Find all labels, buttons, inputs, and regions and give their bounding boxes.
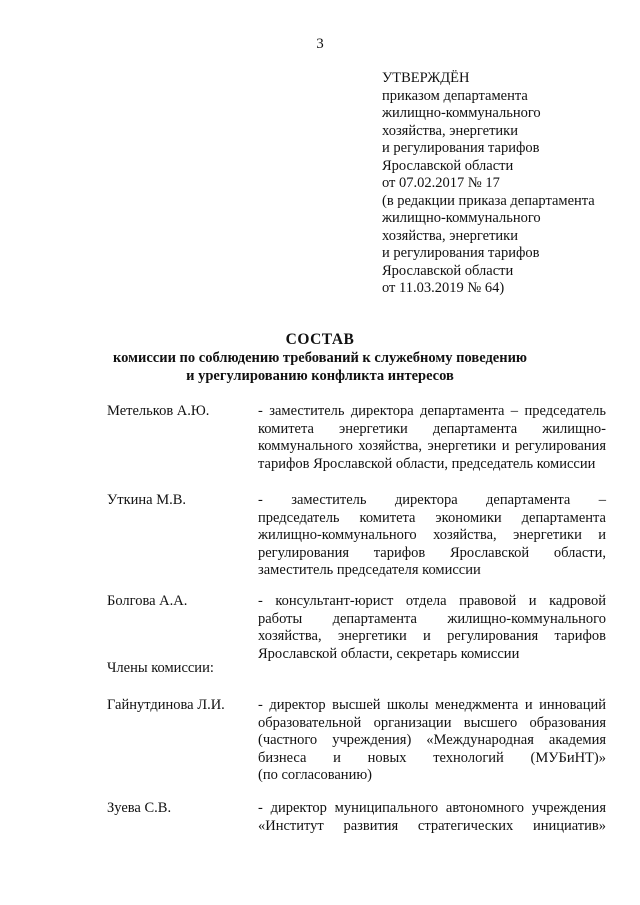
- member-name: Болгова А.А.: [107, 593, 188, 609]
- duties-line: - заместитель директора департамента –: [258, 492, 606, 508]
- duties-line: председатель комитета экономики департамента: [258, 509, 606, 526]
- member-duties: [258, 492, 606, 580]
- approval-line: приказом департамента: [382, 87, 528, 104]
- approval-line: Ярославской области: [382, 157, 514, 174]
- member-name: Зуева С.В.: [107, 800, 172, 816]
- member-name: Метельков А.Ю.: [107, 403, 210, 419]
- title-subline: комиссии по соблюдению требований к служебному поведению: [112, 350, 528, 366]
- duties-line: заместитель председателя комиссии: [258, 562, 481, 578]
- approval-line: Ярославской области: [382, 262, 514, 279]
- members-label: Члены комиссии:: [107, 660, 214, 676]
- approval-line: и регулирования тарифов: [382, 245, 540, 261]
- duties-line: комитета энергетики департамента жилищно-: [258, 420, 606, 437]
- document-title: [0, 330, 640, 385]
- duties-line: хозяйства, энергетики и регулирования тарифов: [258, 628, 606, 644]
- duties-line: - директор высшей школы менеджмента и инноваций: [258, 697, 606, 713]
- duties-line: Ярославской области, секретарь комиссии: [258, 645, 520, 662]
- page-number: 3: [316, 36, 324, 52]
- duties-line: жилищно-коммунального хозяйства, энергетики и: [258, 527, 606, 543]
- duties-line: работы департамента жилищно-коммунального: [258, 610, 606, 627]
- duties-line: коммунального хозяйства, энергетики и регулирования: [258, 438, 606, 454]
- duties-line: образовательной организации высшего образования: [258, 714, 606, 731]
- member-name: Гайнутдинова Л.И.: [107, 697, 225, 713]
- member-duties: [258, 697, 606, 785]
- duties-line: бизнеса и новых технологий (МУБиНТ)»: [258, 749, 606, 766]
- approval-line: жилищно-коммунального: [382, 105, 541, 121]
- duties-line: тарифов Ярославской области, председатель комиссии: [258, 455, 596, 472]
- approval-line: хозяйства, энергетики: [382, 227, 518, 244]
- approval-line: УТВЕРЖДЁН: [382, 70, 470, 86]
- title-subline: и урегулированию конфликта интересов: [186, 368, 454, 384]
- approval-line: хозяйства, энергетики: [382, 122, 518, 139]
- duties-line: регулирования тарифов Ярославской области,: [258, 544, 606, 561]
- member-name: Уткина М.В.: [107, 492, 187, 508]
- duties-line: - заместитель директора департамента – председатель: [258, 403, 606, 419]
- member-duties: [258, 593, 606, 663]
- approval-line: и регулирования тарифов: [382, 140, 540, 156]
- duties-line: (по согласованию): [258, 767, 372, 783]
- approval-line: от 11.03.2019 № 64): [382, 280, 505, 296]
- duties-line: «Институт развития стратегических инициатив»: [258, 817, 606, 834]
- title-heading: СОСТАВ: [285, 331, 355, 348]
- approval-line: от 07.02.2017 № 17: [382, 175, 500, 191]
- duties-line: - директор муниципального автономного учреждения: [258, 800, 606, 816]
- duties-line: - консультант-юрист отдела правовой и кадровой: [258, 593, 606, 609]
- approval-stamp: [382, 70, 622, 298]
- duties-line: (частного учреждения) «Международная академия: [258, 732, 606, 748]
- approval-line: жилищно-коммунального: [382, 210, 541, 226]
- approval-line: (в редакции приказа департамента: [382, 192, 595, 209]
- member-duties: [258, 800, 606, 835]
- member-duties: [258, 403, 606, 473]
